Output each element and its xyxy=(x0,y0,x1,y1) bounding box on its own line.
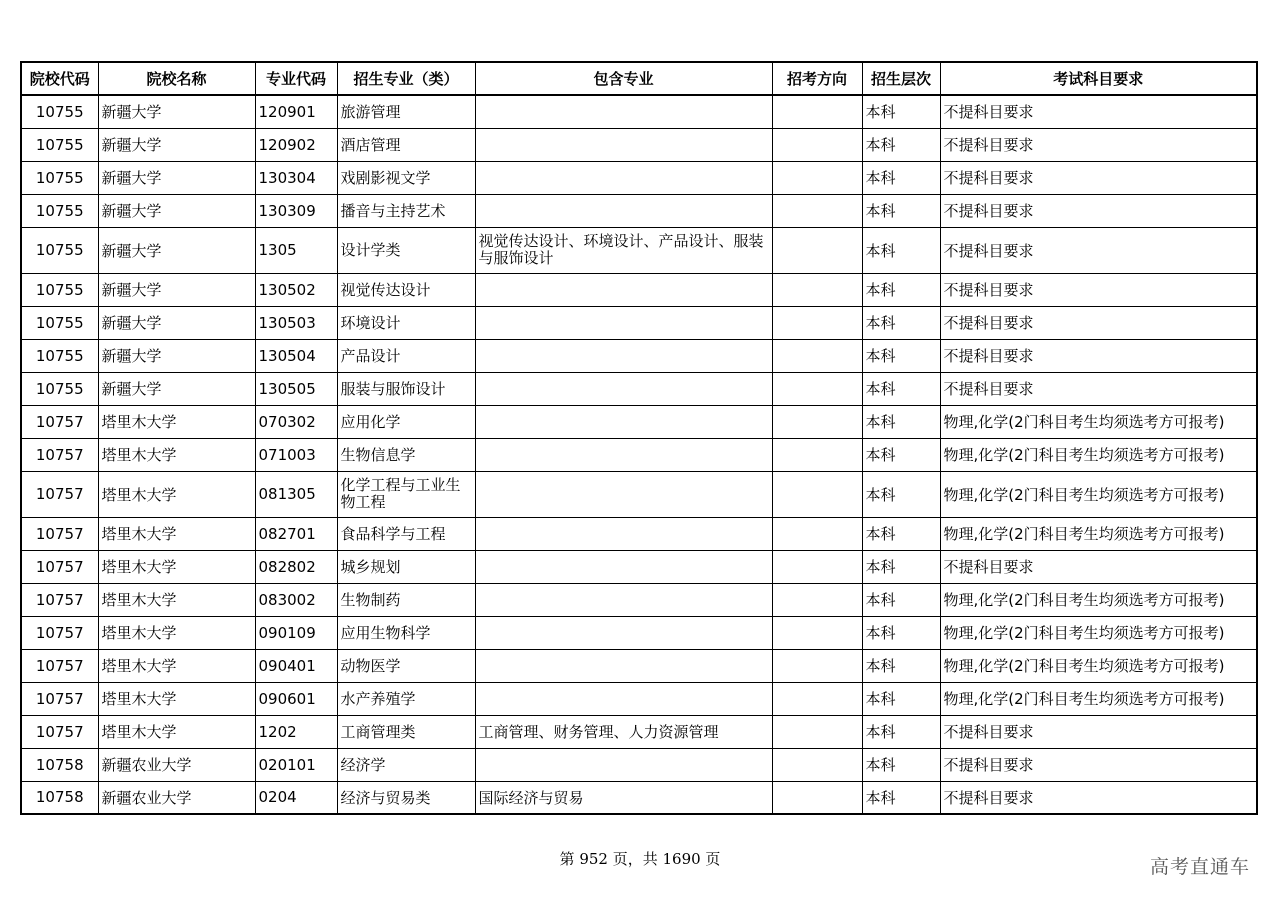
cell-major-code: 082802 xyxy=(255,550,337,583)
cell-subject-requirement: 物理,化学(2门科目考生均须选考方可报考) xyxy=(940,616,1257,649)
cell-subject-requirement: 不提科目要求 xyxy=(940,306,1257,339)
col-header-subject-requirement: 考试科目要求 xyxy=(940,62,1257,95)
table-body xyxy=(21,95,1257,814)
cell-direction xyxy=(772,616,862,649)
table-row xyxy=(21,517,1257,550)
cell-major: 动物医学 xyxy=(337,649,475,682)
cell-school-code: 10755 xyxy=(21,339,98,372)
cell-major: 经济与贸易类 xyxy=(337,781,475,814)
table-row xyxy=(21,161,1257,194)
cell-school-name: 塔里木大学 xyxy=(98,583,255,616)
cell-level: 本科 xyxy=(862,550,940,583)
cell-level: 本科 xyxy=(862,273,940,306)
cell-level: 本科 xyxy=(862,194,940,227)
cell-subject-requirement: 不提科目要求 xyxy=(940,372,1257,405)
cell-major-code: 130503 xyxy=(255,306,337,339)
cell-level: 本科 xyxy=(862,438,940,471)
cell-level: 本科 xyxy=(862,95,940,128)
cell-school-name: 新疆大学 xyxy=(98,339,255,372)
page-footer: 第 952 页，共 1690 页 xyxy=(559,850,721,868)
cell-school-name: 新疆大学 xyxy=(98,306,255,339)
cell-major-code: 071003 xyxy=(255,438,337,471)
table-row xyxy=(21,95,1257,128)
cell-included-majors: 工商管理、财务管理、人力资源管理 xyxy=(475,715,772,748)
cell-subject-requirement: 物理,化学(2门科目考生均须选考方可报考) xyxy=(940,405,1257,438)
table-row xyxy=(21,227,1257,273)
cell-direction xyxy=(772,583,862,616)
cell-school-code: 10755 xyxy=(21,273,98,306)
table-row xyxy=(21,194,1257,227)
cell-subject-requirement: 不提科目要求 xyxy=(940,550,1257,583)
cell-major-code: 081305 xyxy=(255,471,337,517)
cell-direction xyxy=(772,550,862,583)
cell-level: 本科 xyxy=(862,128,940,161)
cell-direction xyxy=(772,227,862,273)
cell-school-name: 塔里木大学 xyxy=(98,715,255,748)
cell-subject-requirement: 不提科目要求 xyxy=(940,227,1257,273)
table-row xyxy=(21,616,1257,649)
cell-direction xyxy=(772,748,862,781)
cell-included-majors xyxy=(475,339,772,372)
cell-school-name: 塔里木大学 xyxy=(98,649,255,682)
cell-major: 食品科学与工程 xyxy=(337,517,475,550)
enrollment-table xyxy=(20,61,1258,815)
cell-major-code: 130304 xyxy=(255,161,337,194)
cell-subject-requirement: 不提科目要求 xyxy=(940,715,1257,748)
cell-major: 环境设计 xyxy=(337,306,475,339)
cell-subject-requirement: 物理,化学(2门科目考生均须选考方可报考) xyxy=(940,682,1257,715)
cell-school-code: 10757 xyxy=(21,715,98,748)
cell-major: 水产养殖学 xyxy=(337,682,475,715)
cell-included-majors: 国际经济与贸易 xyxy=(475,781,772,814)
cell-school-code: 10757 xyxy=(21,583,98,616)
cell-direction xyxy=(772,372,862,405)
cell-major: 工商管理类 xyxy=(337,715,475,748)
cell-school-name: 新疆大学 xyxy=(98,372,255,405)
cell-school-name: 塔里木大学 xyxy=(98,616,255,649)
cell-level: 本科 xyxy=(862,748,940,781)
cell-school-code: 10755 xyxy=(21,227,98,273)
cell-school-code: 10755 xyxy=(21,194,98,227)
cell-school-code: 10757 xyxy=(21,649,98,682)
cell-level: 本科 xyxy=(862,583,940,616)
cell-school-code: 10757 xyxy=(21,682,98,715)
cell-level: 本科 xyxy=(862,161,940,194)
cell-school-name: 塔里木大学 xyxy=(98,550,255,583)
cell-school-name: 塔里木大学 xyxy=(98,438,255,471)
cell-school-name: 新疆大学 xyxy=(98,161,255,194)
cell-school-code: 10755 xyxy=(21,161,98,194)
cell-included-majors xyxy=(475,161,772,194)
cell-school-name: 新疆大学 xyxy=(98,227,255,273)
cell-major: 服装与服饰设计 xyxy=(337,372,475,405)
cell-major-code: 120901 xyxy=(255,95,337,128)
cell-included-majors xyxy=(475,550,772,583)
table-row xyxy=(21,583,1257,616)
cell-major: 酒店管理 xyxy=(337,128,475,161)
cell-school-name: 新疆大学 xyxy=(98,273,255,306)
cell-included-majors xyxy=(475,616,772,649)
cell-school-name: 塔里木大学 xyxy=(98,471,255,517)
cell-included-majors xyxy=(475,405,772,438)
cell-level: 本科 xyxy=(862,781,940,814)
header-row xyxy=(21,62,1257,95)
cell-major-code: 120902 xyxy=(255,128,337,161)
cell-school-code: 10757 xyxy=(21,616,98,649)
cell-school-code: 10758 xyxy=(21,781,98,814)
col-header-direction: 招考方向 xyxy=(772,62,862,95)
cell-included-majors xyxy=(475,583,772,616)
cell-included-majors xyxy=(475,128,772,161)
cell-major: 视觉传达设计 xyxy=(337,273,475,306)
cell-subject-requirement: 不提科目要求 xyxy=(940,161,1257,194)
cell-level: 本科 xyxy=(862,339,940,372)
cell-major: 化学工程与工业生物工程 xyxy=(337,471,475,517)
cell-subject-requirement: 不提科目要求 xyxy=(940,194,1257,227)
cell-school-code: 10757 xyxy=(21,438,98,471)
cell-subject-requirement: 不提科目要求 xyxy=(940,95,1257,128)
cell-direction xyxy=(772,682,862,715)
table-row xyxy=(21,781,1257,814)
watermark: 高考直通车 xyxy=(1149,856,1250,878)
col-header-school-code: 院校代码 xyxy=(21,62,98,95)
cell-direction xyxy=(772,161,862,194)
col-header-major: 招生专业（类） xyxy=(337,62,475,95)
cell-school-code: 10755 xyxy=(21,372,98,405)
cell-school-name: 新疆大学 xyxy=(98,194,255,227)
cell-included-majors xyxy=(475,517,772,550)
table-row xyxy=(21,339,1257,372)
cell-direction xyxy=(772,781,862,814)
cell-direction xyxy=(772,339,862,372)
table-row xyxy=(21,471,1257,517)
cell-major-code: 090601 xyxy=(255,682,337,715)
cell-included-majors xyxy=(475,748,772,781)
cell-major-code: 090109 xyxy=(255,616,337,649)
cell-major-code: 020101 xyxy=(255,748,337,781)
cell-direction xyxy=(772,194,862,227)
cell-level: 本科 xyxy=(862,405,940,438)
cell-major: 生物信息学 xyxy=(337,438,475,471)
cell-major: 应用化学 xyxy=(337,405,475,438)
cell-school-name: 新疆大学 xyxy=(98,128,255,161)
cell-level: 本科 xyxy=(862,227,940,273)
cell-included-majors xyxy=(475,438,772,471)
cell-subject-requirement: 不提科目要求 xyxy=(940,273,1257,306)
cell-subject-requirement: 不提科目要求 xyxy=(940,128,1257,161)
table-row xyxy=(21,649,1257,682)
cell-subject-requirement: 物理,化学(2门科目考生均须选考方可报考) xyxy=(940,649,1257,682)
cell-included-majors xyxy=(475,306,772,339)
cell-major-code: 083002 xyxy=(255,583,337,616)
cell-included-majors xyxy=(475,682,772,715)
cell-included-majors: 视觉传达设计、环境设计、产品设计、服装与服饰设计 xyxy=(475,227,772,273)
cell-school-name: 塔里木大学 xyxy=(98,682,255,715)
cell-level: 本科 xyxy=(862,372,940,405)
table-row xyxy=(21,748,1257,781)
cell-subject-requirement: 物理,化学(2门科目考生均须选考方可报考) xyxy=(940,471,1257,517)
cell-direction xyxy=(772,438,862,471)
cell-direction xyxy=(772,405,862,438)
cell-school-code: 10755 xyxy=(21,306,98,339)
cell-subject-requirement: 不提科目要求 xyxy=(940,781,1257,814)
cell-school-name: 新疆农业大学 xyxy=(98,781,255,814)
cell-direction xyxy=(772,649,862,682)
cell-major-code: 130309 xyxy=(255,194,337,227)
cell-level: 本科 xyxy=(862,306,940,339)
table-row xyxy=(21,306,1257,339)
table-row xyxy=(21,682,1257,715)
cell-subject-requirement: 不提科目要求 xyxy=(940,748,1257,781)
cell-school-name: 新疆农业大学 xyxy=(98,748,255,781)
cell-direction xyxy=(772,273,862,306)
cell-included-majors xyxy=(475,273,772,306)
table-row xyxy=(21,550,1257,583)
cell-level: 本科 xyxy=(862,517,940,550)
cell-direction xyxy=(772,715,862,748)
cell-major-code: 130504 xyxy=(255,339,337,372)
table-row xyxy=(21,128,1257,161)
col-header-major-code: 专业代码 xyxy=(255,62,337,95)
table-row xyxy=(21,715,1257,748)
cell-level: 本科 xyxy=(862,649,940,682)
cell-major: 产品设计 xyxy=(337,339,475,372)
cell-major: 戏剧影视文学 xyxy=(337,161,475,194)
cell-major: 旅游管理 xyxy=(337,95,475,128)
col-header-school-name: 院校名称 xyxy=(98,62,255,95)
cell-level: 本科 xyxy=(862,471,940,517)
cell-included-majors xyxy=(475,471,772,517)
cell-school-name: 新疆大学 xyxy=(98,95,255,128)
cell-major-code: 130505 xyxy=(255,372,337,405)
table-row xyxy=(21,438,1257,471)
cell-school-code: 10755 xyxy=(21,95,98,128)
cell-direction xyxy=(772,306,862,339)
cell-school-code: 10757 xyxy=(21,550,98,583)
table-row xyxy=(21,372,1257,405)
cell-school-name: 塔里木大学 xyxy=(98,405,255,438)
cell-major-code: 0204 xyxy=(255,781,337,814)
cell-subject-requirement: 物理,化学(2门科目考生均须选考方可报考) xyxy=(940,583,1257,616)
cell-school-name: 塔里木大学 xyxy=(98,517,255,550)
cell-major: 经济学 xyxy=(337,748,475,781)
cell-major: 播音与主持艺术 xyxy=(337,194,475,227)
cell-major-code: 1202 xyxy=(255,715,337,748)
cell-major: 城乡规划 xyxy=(337,550,475,583)
cell-school-code: 10755 xyxy=(21,128,98,161)
cell-included-majors xyxy=(475,194,772,227)
cell-level: 本科 xyxy=(862,616,940,649)
cell-major-code: 082701 xyxy=(255,517,337,550)
cell-major-code: 090401 xyxy=(255,649,337,682)
cell-direction xyxy=(772,517,862,550)
cell-school-code: 10757 xyxy=(21,471,98,517)
table-row xyxy=(21,405,1257,438)
cell-direction xyxy=(772,128,862,161)
cell-direction xyxy=(772,471,862,517)
cell-major: 应用生物科学 xyxy=(337,616,475,649)
cell-school-code: 10757 xyxy=(21,517,98,550)
cell-major: 生物制药 xyxy=(337,583,475,616)
cell-major-code: 070302 xyxy=(255,405,337,438)
cell-included-majors xyxy=(475,649,772,682)
cell-major-code: 1305 xyxy=(255,227,337,273)
cell-subject-requirement: 不提科目要求 xyxy=(940,339,1257,372)
cell-direction xyxy=(772,95,862,128)
cell-major-code: 130502 xyxy=(255,273,337,306)
cell-included-majors xyxy=(475,372,772,405)
cell-level: 本科 xyxy=(862,715,940,748)
cell-subject-requirement: 物理,化学(2门科目考生均须选考方可报考) xyxy=(940,438,1257,471)
cell-school-code: 10758 xyxy=(21,748,98,781)
cell-subject-requirement: 物理,化学(2门科目考生均须选考方可报考) xyxy=(940,517,1257,550)
col-header-included-majors: 包含专业 xyxy=(475,62,772,95)
cell-school-code: 10757 xyxy=(21,405,98,438)
cell-included-majors xyxy=(475,95,772,128)
cell-level: 本科 xyxy=(862,682,940,715)
cell-major: 设计学类 xyxy=(337,227,475,273)
col-header-level: 招生层次 xyxy=(862,62,940,95)
table-row xyxy=(21,273,1257,306)
